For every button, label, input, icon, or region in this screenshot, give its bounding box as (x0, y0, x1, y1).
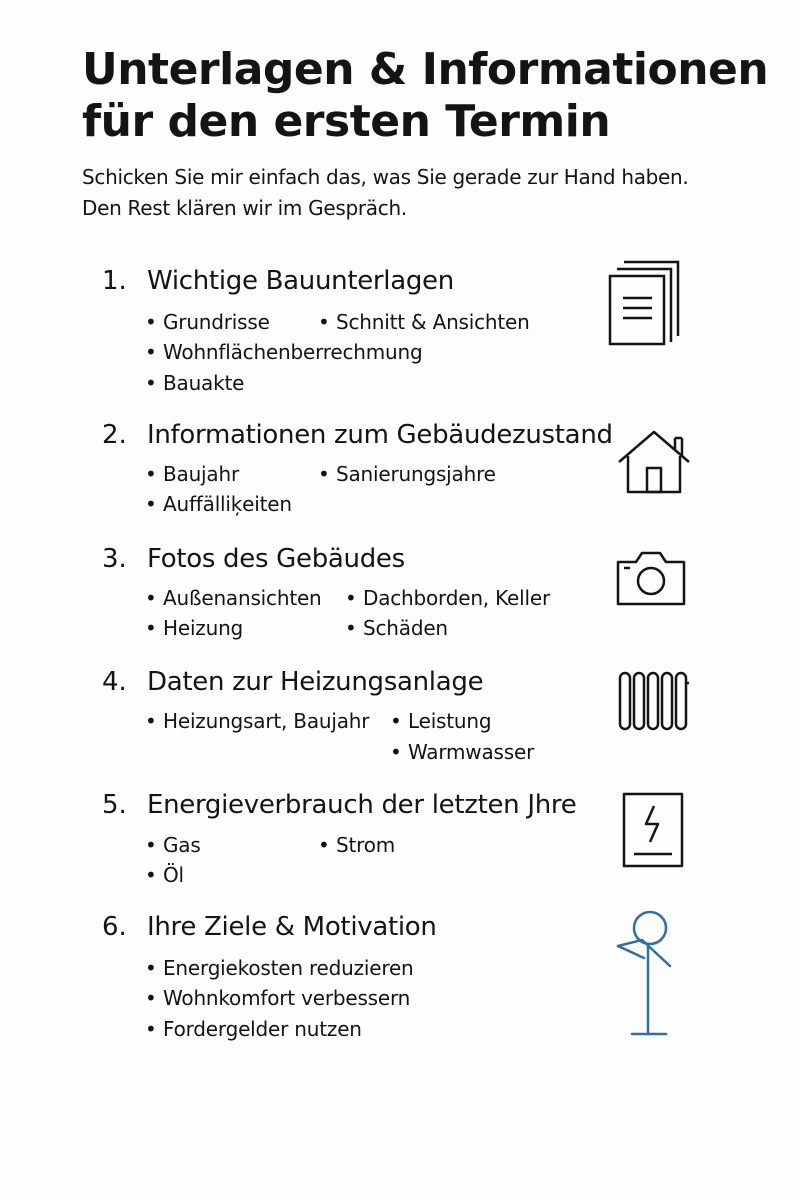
section-number: 4. (102, 667, 127, 697)
section-heading: Energieverbrauch der letzten Jhre (147, 790, 577, 820)
intro-text (82, 162, 772, 224)
camera-icon (614, 548, 688, 608)
list-item: • Auffälliķeiten (163, 489, 292, 519)
electricity-meter-icon (620, 790, 686, 870)
list-item: • Schnitt & Ansichten (336, 307, 530, 337)
list-item: • Warmwasser (408, 737, 534, 767)
list-item: • Wohnkomfort verbessern (163, 983, 410, 1013)
list-item: • Wohnflächenberrechmung (163, 337, 422, 367)
intro-line-1: Schicken Sie mir einfach das, was Sie gerade zur Hand haben. (82, 165, 689, 189)
page-title-line-2: für den ersten Termin (82, 96, 611, 147)
list-item: • Schäden (363, 613, 448, 643)
section-number: 6. (102, 912, 127, 942)
list-item: • Grundrisse (163, 307, 270, 337)
list-item: • Gas (163, 830, 201, 860)
section-heading: Fotos des Gebäudes (147, 544, 405, 574)
list-item: • Strom (336, 830, 395, 860)
list-item: • Außenansichten (163, 583, 322, 613)
section-heading: Daten zur Heizungsanlage (147, 667, 484, 697)
page-title-line-1: Unterlagen & Informationen (82, 44, 769, 95)
radiator-icon (616, 667, 690, 735)
list-item: • Energiekosten reduzieren (163, 953, 414, 983)
list-item: • Heizung (163, 613, 243, 643)
list-item: • Bauakte (163, 368, 244, 398)
section-number: 2. (102, 420, 127, 450)
list-item: • Leistung (408, 706, 491, 736)
thinking-person-icon (612, 906, 682, 1038)
section-heading: Informationen zum Gebäudezustand (147, 420, 613, 450)
list-item: • Baujahr (163, 459, 239, 489)
section-heading: Wichtige Bauunterlagen (147, 266, 454, 296)
list-item: • Öl (163, 860, 184, 890)
house-icon (616, 428, 694, 496)
list-item: • Heizungsart, Baujahr (163, 706, 369, 736)
list-item: • Dachborden, Keller (363, 583, 550, 613)
section-heading: Ihre Ziele & Motivation (147, 912, 437, 942)
documents-icon (606, 258, 686, 352)
page-title (82, 44, 772, 148)
section-number: 1. (102, 266, 127, 296)
list-item: • Sanierungsjahre (336, 459, 496, 489)
section-number: 5. (102, 790, 127, 820)
section-number: 3. (102, 544, 127, 574)
list-item: • Fordergelder nutzen (163, 1014, 362, 1044)
intro-line-2: Den Rest klären wir im Gespräch. (82, 196, 407, 220)
